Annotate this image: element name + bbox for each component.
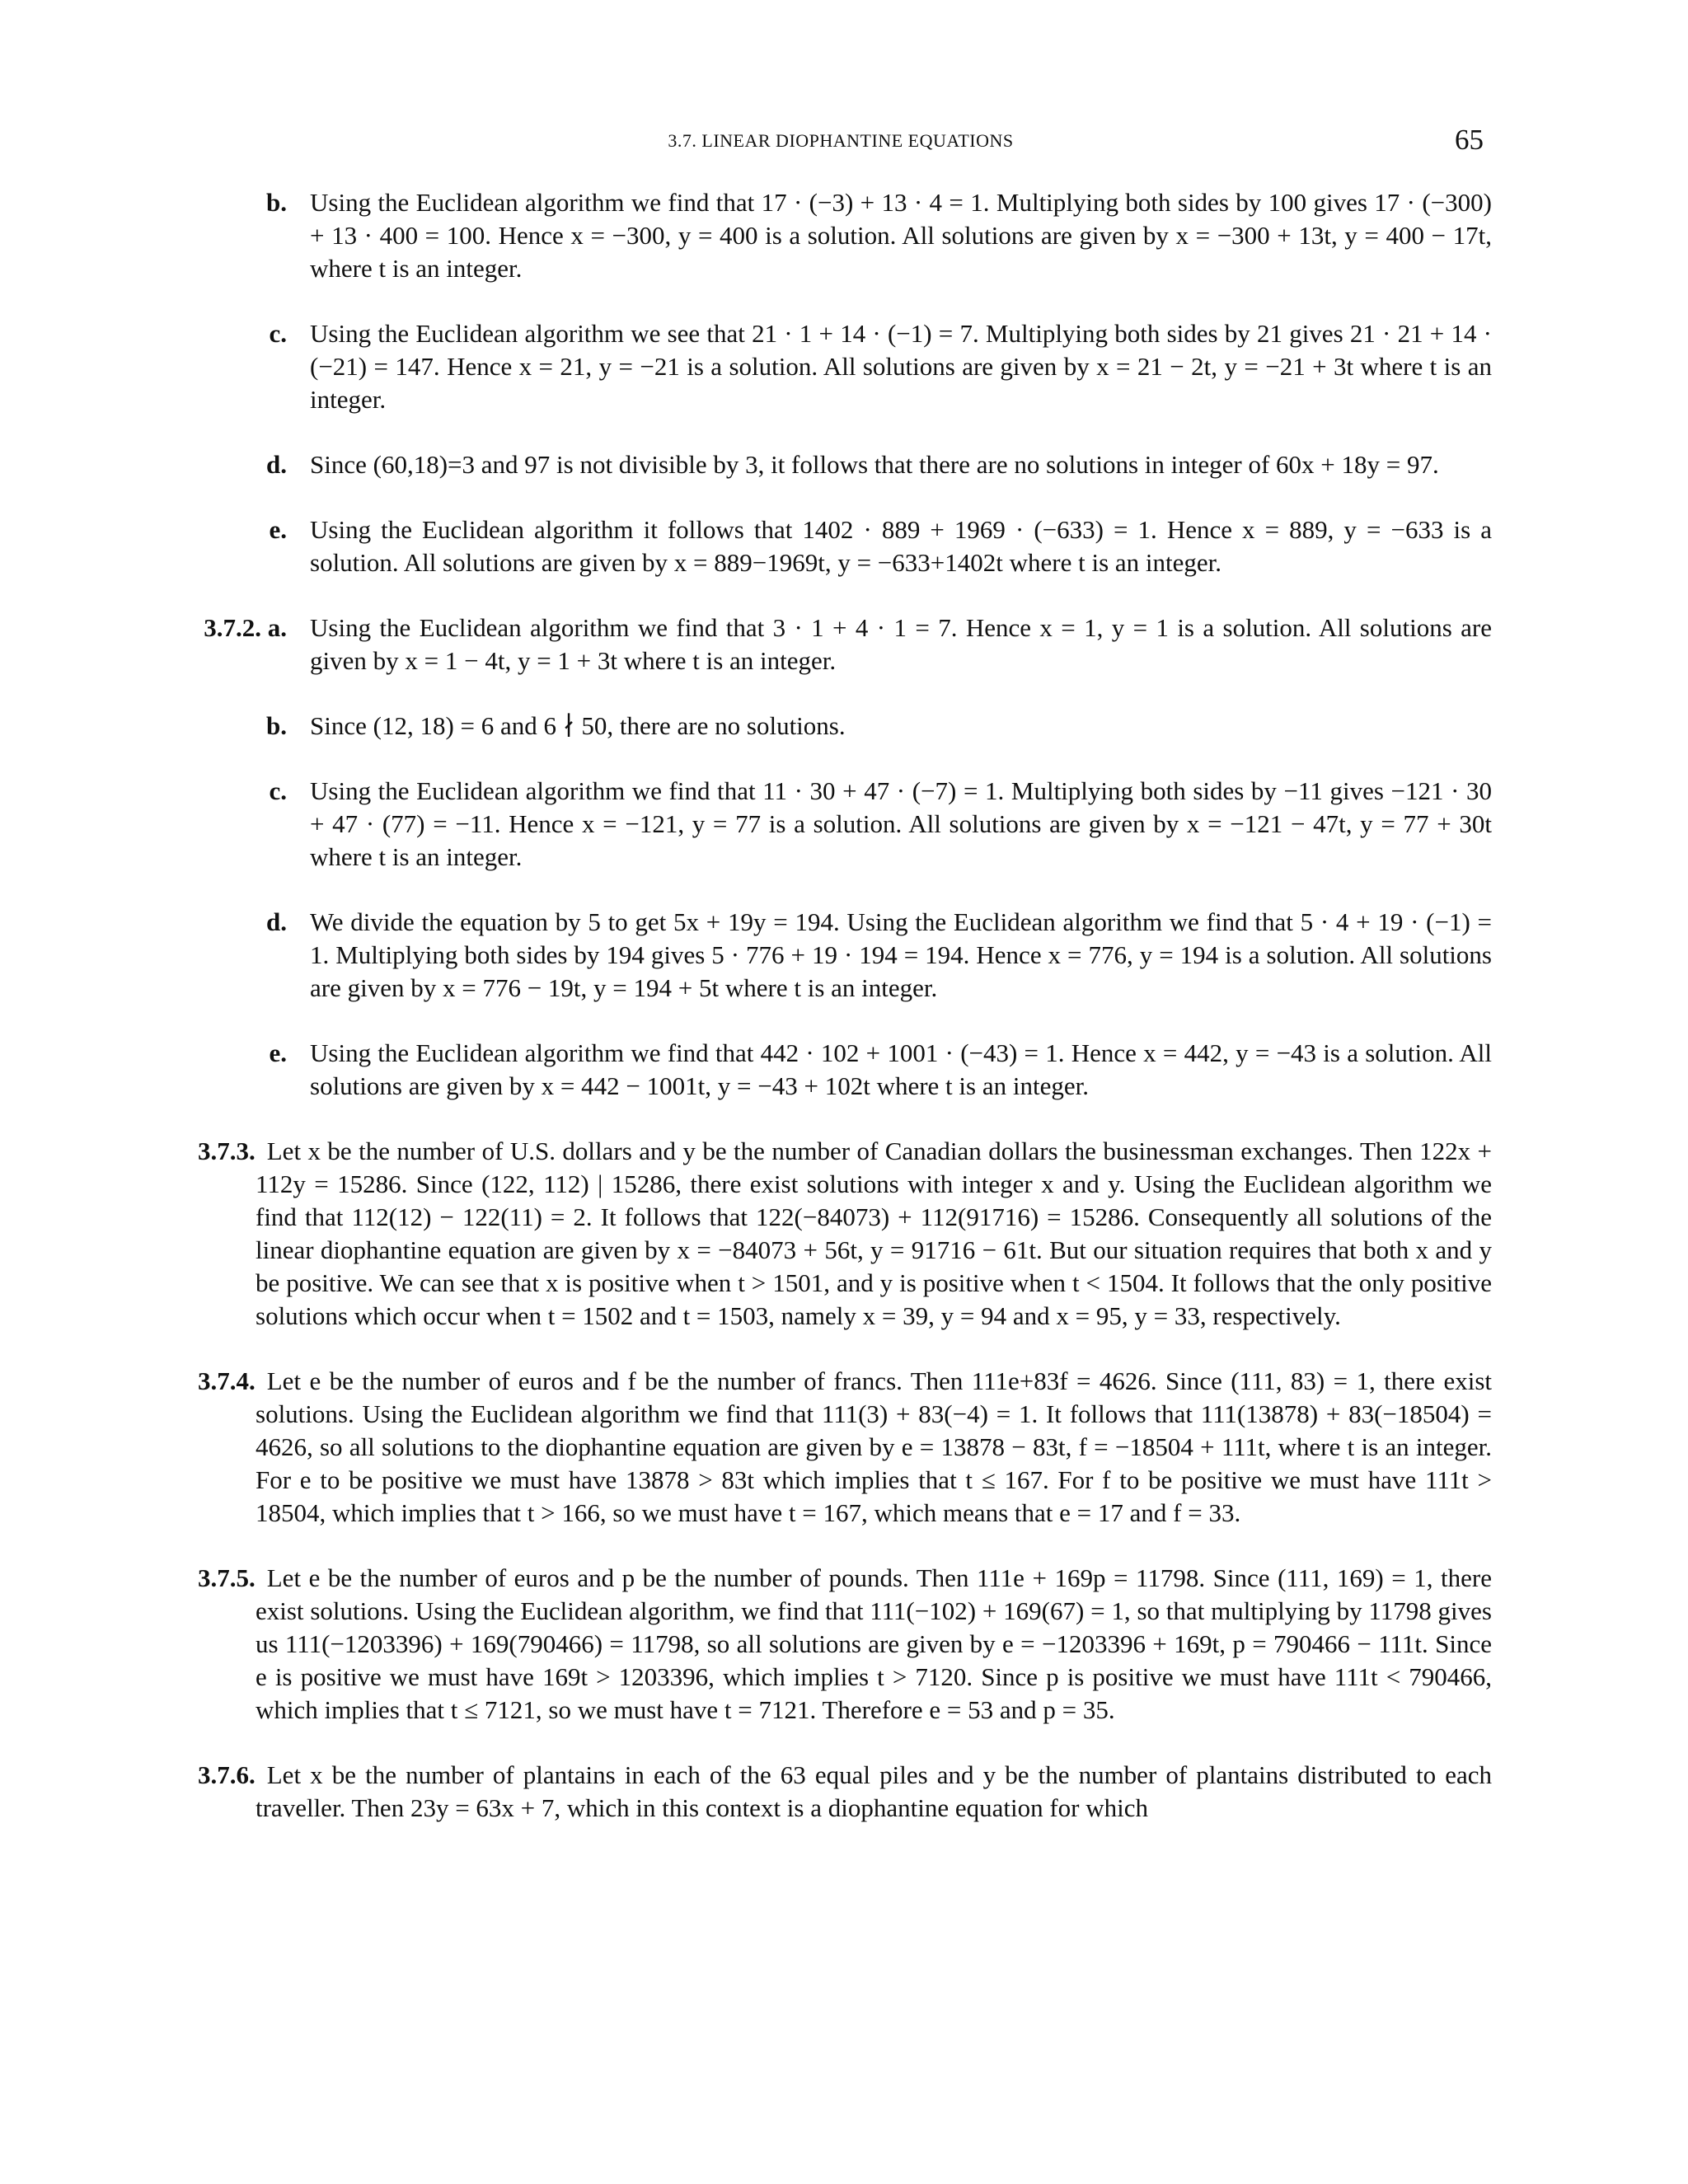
section-title: 3.7. LINEAR DIOPHANTINE EQUATIONS [668, 130, 1014, 151]
solution-item [198, 448, 1492, 481]
exercise-solution [198, 1135, 1492, 1333]
item-text: We divide the equation by 5 to get 5x + 19y = 194. Using the Euclidean algorithm we find that 5 · 4 + 19 · (−1) = 1. Multiplying both sides by 194 gives 5 · 776 + 19 · 194 = 194. Hence x = 776, y = 194 is a solution. All solutions are given by x = 776 − 19t, y = 194 + 5t where t is an integer. [310, 907, 1492, 1002]
solution-item [198, 775, 1492, 874]
item-text: Since (60,18)=3 and 97 is not divisible by 3, it follows that there are no solutions in integer of 60x + 18y = 97. [310, 450, 1439, 479]
exercise-text: Let x be the number of plantains in each of the 63 equal piles and y be the number of plantains distributed to each traveller. Then 23y = 63x + 7, which in this context is a diophantine equation for which [256, 1760, 1492, 1822]
exercise-solution [198, 1365, 1492, 1530]
exercise-text: Let x be the number of U.S. dollars and y be the number of Canadian dollars the businessman exchanges. Then 122x + 112y = 15286. Since (122, 112) | 15286, there exist solutions with integer x and y. Using the Euclidean algorithm we find that 112(12) − 122(11) = 2. It follows that 122(−84073) + 112(91716) = 15286. Consequently all solutions of the linear diophantine equation are given by x = −84073 + 56t, y = 91716 − 61t. But our situation requires that both x and y be positive. We can see that x is positive when t > 1501, and y is positive when t < 1504. It follows that the only positive solutions which occur when t = 1502 and t = 1503, namely x = 39, y = 94 and x = 95, y = 33, respectively. [256, 1137, 1492, 1330]
exercise-label: 3.7.3. [198, 1137, 256, 1165]
exercise-solution [198, 1562, 1492, 1727]
exercise-label: 3.7.4. [198, 1366, 256, 1395]
solution-item [198, 1037, 1492, 1103]
item-label: e. [269, 515, 287, 544]
solution-item [198, 906, 1492, 1005]
exercise-label: 3.7.5. [198, 1563, 256, 1592]
item-label: e. [269, 1038, 287, 1067]
item-text: Using the Euclidean algorithm we find that 442 · 102 + 1001 · (−43) = 1. Hence x = 442, y = −43 is a solution. All solutions are given by x = 442 − 1001t, y = −43 + 102t where t is an integer. [310, 1038, 1492, 1100]
item-text: Using the Euclidean algorithm we find that 3 · 1 + 4 · 1 = 7. Hence x = 1, y = 1 is a solution. All solutions are given by x = 1 − 4t, y = 1 + 3t where t is an integer. [310, 613, 1492, 675]
item-text: Using the Euclidean algorithm we find that 17 · (−3) + 13 · 4 = 1. Multiplying both sides by 100 gives 17 · (−300) + 13 · 400 = 100. Hence x = −300, y = 400 is a solution. All solutions are given by x = −300 + 13t, y = 400 − 17t, where t is an integer. [310, 188, 1492, 283]
item-label: b. [266, 711, 287, 740]
item-label: d. [266, 907, 287, 936]
running-head [198, 124, 1484, 160]
solution-item [198, 317, 1492, 416]
item-text: Using the Euclidean algorithm it follows that 1402 · 889 + 1969 · (−633) = 1. Hence x = 889, y = −633 is a solution. All solutions are given by x = 889−1969t, y = −633+1402t where t is an integer. [310, 515, 1492, 577]
solution-item [198, 513, 1492, 579]
item-label: b. [266, 188, 287, 217]
solution-item [198, 710, 1492, 743]
item-label: d. [266, 450, 287, 479]
item-label: 3.7.2. a. [204, 613, 287, 642]
page-body [198, 186, 1492, 1857]
item-text: Using the Euclidean algorithm we see that 21 · 1 + 14 · (−1) = 7. Multiplying both sides by 21 gives 21 · 21 + 14 · (−21) = 147. Hence x = 21, y = −21 is a solution. All solutions are given by x = 21 − 2t, y = −21 + 3t where t is an integer. [310, 319, 1492, 414]
solution-item [198, 612, 1492, 677]
item-label: c. [269, 776, 287, 805]
exercise-text: Let e be the number of euros and f be the number of francs. Then 111e+83f = 4626. Since (111, 83) = 1, there exist solutions. Using the Euclidean algorithm we find that 111(3) + 83(−4) = 1. It follows that 111(13878) + 83(−18504) = 4626, so all solutions to the diophantine equation are given by e = 13878 − 83t, f = −18504 + 111t, where t is an integer. For e to be positive we must have 13878 > 83t which implies that t ≤ 167. For f to be positive we must have 111t > 18504, which implies that t > 166, so we must have t = 167, which means that e = 17 and f = 33. [256, 1366, 1492, 1527]
item-label: c. [269, 319, 287, 348]
item-text: Using the Euclidean algorithm we find that 11 · 30 + 47 · (−7) = 1. Multiplying both sides by −11 gives −121 · 30 + 47 · (77) = −11. Hence x = −121, y = 77 is a solution. All solutions are given by x = −121 − 47t, y = 77 + 30t where t is an integer. [310, 776, 1492, 871]
exercise-label: 3.7.6. [198, 1760, 256, 1789]
page-number: 65 [1455, 124, 1484, 156]
exercise-solution [198, 1759, 1492, 1825]
solution-item [198, 186, 1492, 285]
exercise-text: Let e be the number of euros and p be the number of pounds. Then 111e + 169p = 11798. Since (111, 169) = 1, there exist solutions. Using the Euclidean algorithm, we find that 111(−102) + 169(67) = 1, so that multiplying by 11798 gives us 111(−1203396) + 169(790466) = 11798, so all solutions are given by e = −1203396 + 169t, p = 790466 − 111t. Since e is positive we must have 169t > 1203396, which implies t > 7120. Since p is positive we must have 111t < 790466, which implies that t ≤ 7121, so we must have t = 7121. Therefore e = 53 and p = 35. [256, 1563, 1492, 1724]
item-text: Since (12, 18) = 6 and 6 ∤ 50, there are no solutions. [310, 711, 846, 740]
